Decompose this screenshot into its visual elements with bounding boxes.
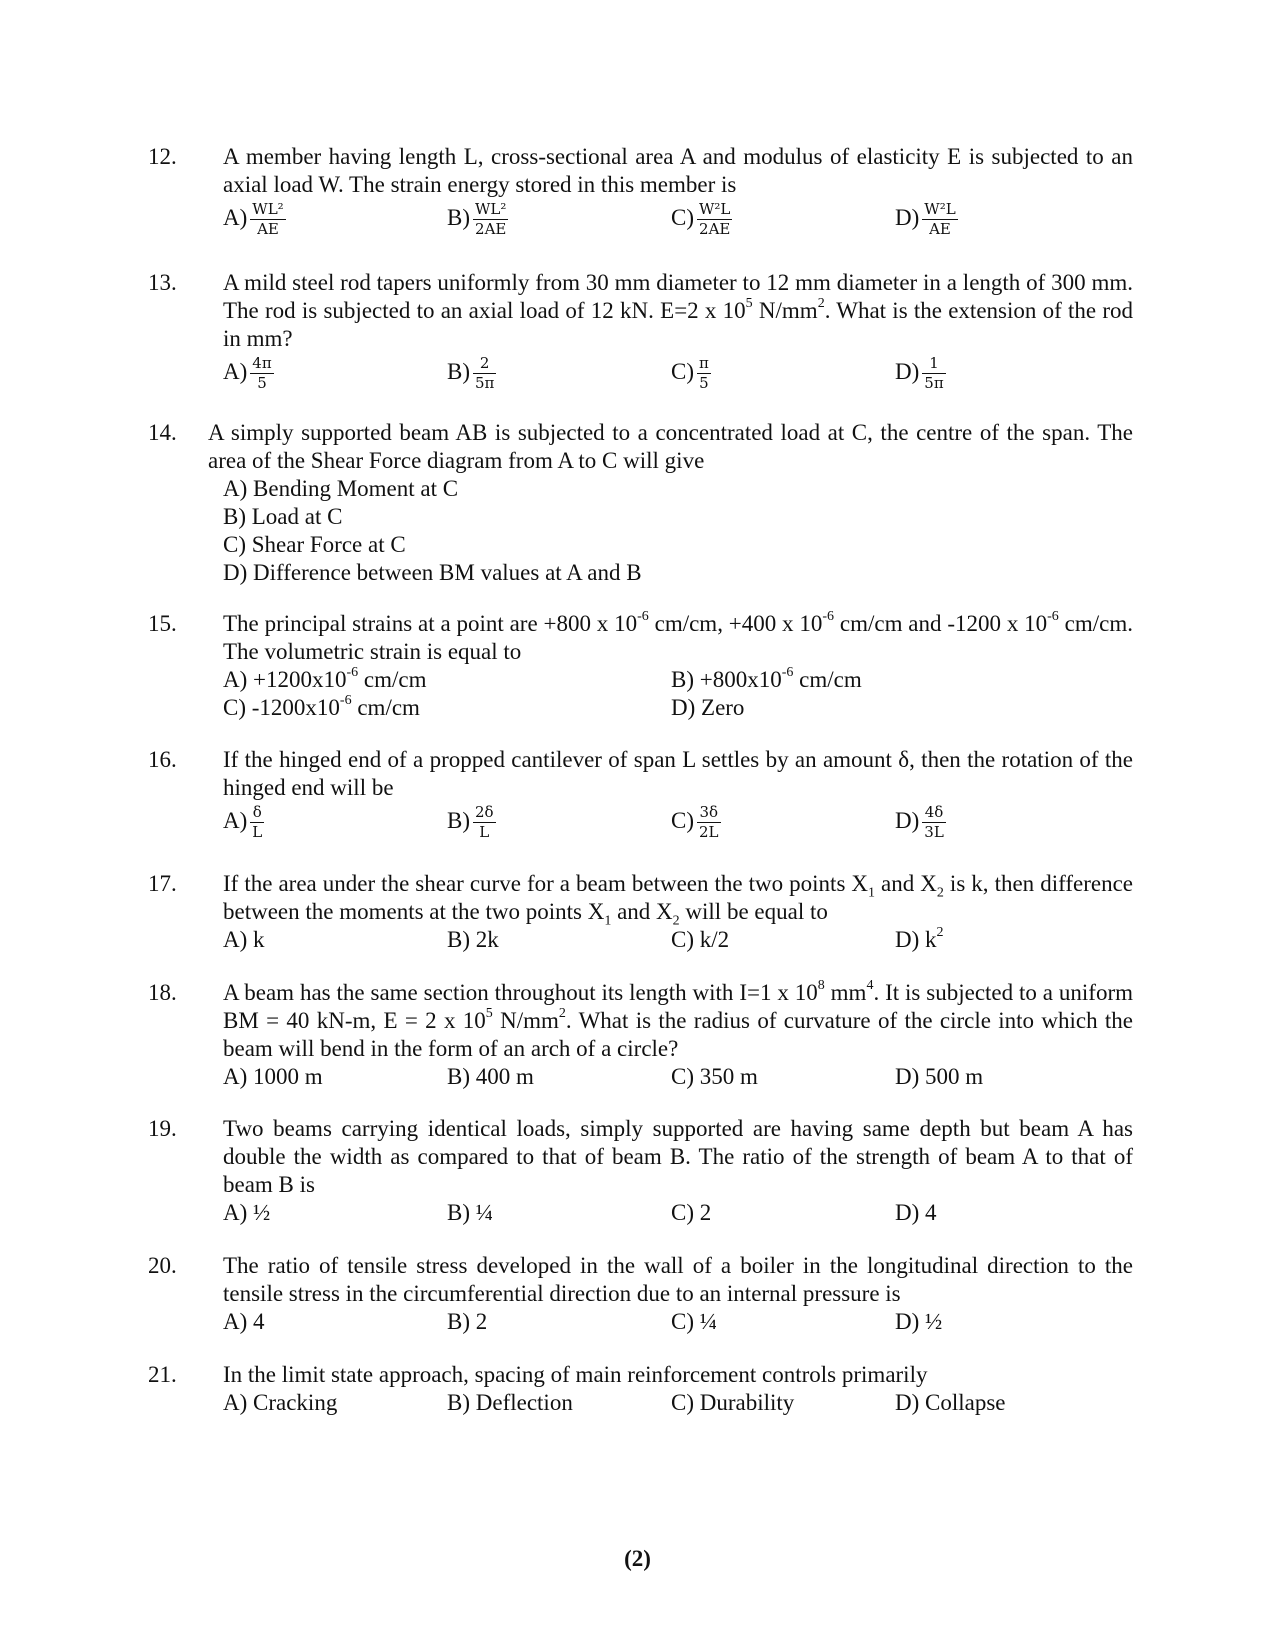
question-text: In the limit state approach, spacing of main reinforcement controls primarily: [223, 1362, 928, 1387]
option-a: A) 4: [223, 1309, 265, 1334]
option-c: C) 350 m: [671, 1064, 758, 1089]
question-number: 15.: [148, 611, 177, 636]
option-c: C) k/2: [671, 927, 730, 952]
question-18: [148, 979, 1133, 1091]
option-d: D) Collapse: [895, 1390, 1006, 1415]
option-d: D) $\frac{1}{5\pi}$: [895, 354, 944, 392]
option-c: C) 2: [671, 1200, 712, 1225]
question-16: [148, 746, 1133, 846]
question-number: 18.: [148, 980, 177, 1005]
question-19: [148, 1115, 1133, 1227]
question-text: A simply supported beam AB is subjected to a concentrated load at C, the centre of the span. The area of the Shear Force diagram from A to C will give: [208, 420, 1133, 473]
option-a: A) Bending Moment at C: [223, 476, 459, 501]
question-number: 20.: [148, 1253, 177, 1278]
option-c: C) ¼: [671, 1309, 717, 1334]
question-number: 13.: [148, 270, 177, 295]
question-text: A member having length L, cross-sectional area A and modulus of elasticity E is subjected to an axial load W. The strain energy stored in this member is: [223, 144, 1133, 197]
option-d: D) Difference between BM values at A and B: [223, 560, 642, 585]
question-20: [148, 1252, 1133, 1336]
option-d: D) ½: [895, 1309, 943, 1334]
question-12: [148, 143, 1133, 243]
option-d: D) 4: [895, 1200, 937, 1225]
option-a: $A) +1200x10^{-6}$ cm/cm: [223, 665, 427, 692]
option-c: C) Shear Force at C: [223, 532, 406, 557]
option-c: C) Durability: [671, 1390, 795, 1415]
option-a: A) $\frac{\text{WL²}}{AE}$: [223, 200, 284, 238]
question-text: If the hinged end of a propped cantilever of span L settles by an amount δ, then the rotation of the hinged end will be: [223, 747, 1133, 800]
option-a: A) $\frac{\delta}{L}$: [223, 803, 263, 841]
option-a: A) 1000 m: [223, 1064, 323, 1089]
question-13: [148, 269, 1133, 397]
option-b: B) 2k: [447, 927, 499, 952]
question-text: If the area under the shear curve for a beam between the two points $X_1$ and $X_2$ is k, then difference between the moments at the two points $X_1$ and $X_2$ will be equal to: [223, 871, 1133, 929]
option-b: B) $\frac{2\delta}{L}$: [447, 803, 494, 841]
option-b: B) $\frac{\text{WL²}}{2AE}$: [447, 200, 507, 238]
question-text: A mild steel rod tapers uniformly from 30 mm diameter to 12 mm diameter in a length of 300 mm. The rod is subjected to an axial load of 12 kN. E=2 x $10^5$ $N/mm^2$. What is the extension of the rod in mm?: [223, 270, 1134, 351]
option-a: A) ½: [223, 1200, 271, 1225]
option-a: A) Cracking: [223, 1390, 338, 1415]
option-b: B) Load at C: [223, 504, 343, 529]
question-text: The principal strains at a point are +800 x $10^{-6}$ cm/cm, +400 x $10^{-6}$ cm/cm and -1200 x $10^{-6}$ cm/cm. The volumetric strain is equal to: [223, 609, 1133, 664]
question-21: [148, 1361, 1133, 1417]
option-b: B) $\frac{2}{5\pi}$: [447, 354, 495, 392]
question-17: [148, 870, 1133, 954]
page-number: (2): [624, 1546, 651, 1571]
question-number: 19.: [148, 1116, 177, 1141]
option-a: A) $\frac{4\pi}{5}$: [223, 354, 272, 392]
question-number: 16.: [148, 747, 177, 772]
question-number: 17.: [148, 871, 177, 896]
question-14: [148, 419, 1133, 587]
option-c: C) $\frac{\pi}{5}$: [671, 354, 709, 392]
option-d: D) $\frac{4\delta}{3L}$: [895, 803, 944, 841]
option-c: C) $\frac{\text{W²L}}{2AE}$: [671, 200, 731, 238]
option-c: C) $\frac{3\delta}{2L}$: [671, 803, 719, 841]
option-c: C) $-1200x10^{-6}$ cm/cm: [223, 693, 420, 720]
question-text: A beam has the same section throughout its length with I=1 x $10^8$ $mm^4$. It is subjected to a uniform BM = 40 kN-m, E = 2 x $10^5$ $N/mm^2$. What is the radius of curvature of the circle into which the beam will bend in the form of an arch of a circle?: [223, 978, 1134, 1061]
option-b: B) ¼: [447, 1200, 493, 1225]
question-number: 21.: [148, 1362, 177, 1387]
option-b: $B) +800x10^{-6}$ cm/cm: [671, 665, 862, 692]
question-text: Two beams carrying identical loads, simply supported are having same depth but beam A has double the width as compared to that of beam B. The ratio of the strength of beam A to that of beam B is: [223, 1116, 1133, 1197]
option-b: B) 400 m: [447, 1064, 534, 1089]
option-d: D) Zero: [671, 695, 745, 720]
question-number: 12.: [148, 144, 177, 169]
question-number: 14.: [148, 420, 177, 445]
option-b: B) Deflection: [447, 1390, 573, 1415]
option-d: D) $\frac{\text{W²L}}{AE}$: [895, 200, 956, 238]
option-d: D) 500 m: [895, 1064, 984, 1089]
option-b: B) 2: [447, 1309, 488, 1334]
option-d: D) $k^2$: [895, 925, 944, 952]
question-text: The ratio of tensile stress developed in the wall of a boiler in the longitudinal direction to the tensile stress in the circumferential direction due to an internal pressure is: [223, 1253, 1133, 1306]
question-15: [148, 610, 1133, 722]
option-a: A) k: [223, 927, 265, 952]
